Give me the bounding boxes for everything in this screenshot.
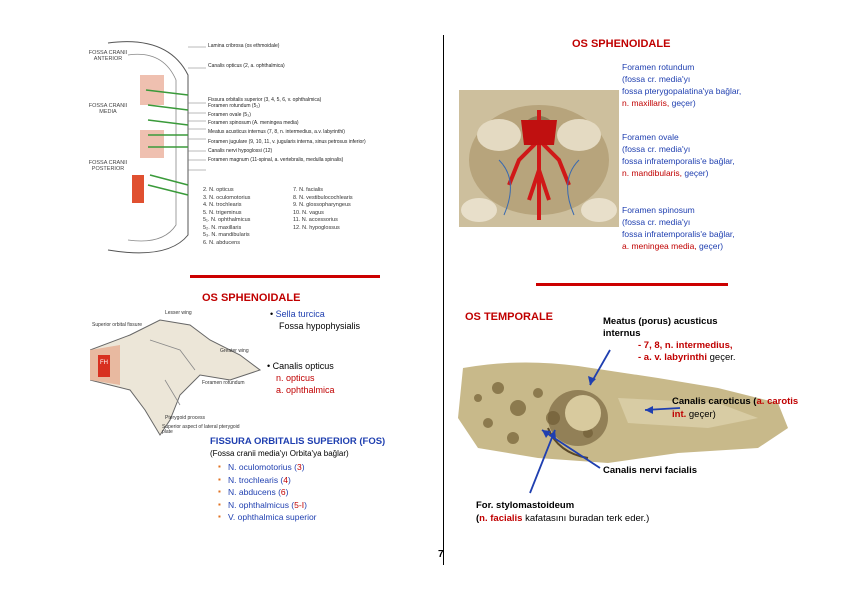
skull-base-photo bbox=[459, 90, 619, 227]
diagram-label: Superior orbital fissure bbox=[92, 322, 143, 328]
stylomastoideum-title: For. stylomastoideum bbox=[476, 500, 575, 511]
canalis-opticus-label: Canalis opticus bbox=[272, 361, 334, 371]
stylo-open: ( bbox=[476, 513, 480, 524]
stylo-accent: n. facialis bbox=[479, 513, 523, 524]
fos-item-end: ) bbox=[288, 474, 291, 485]
stylomastoideum-content bbox=[476, 512, 776, 525]
nerve-item: 4. N. trochlearis bbox=[203, 202, 242, 208]
fos-item bbox=[218, 474, 440, 487]
fos-item bbox=[218, 511, 440, 524]
foramen-ovale-accent: n. mandibularis, bbox=[622, 168, 683, 178]
fos-title: FISSURA ORBITALIS SUPERIOR (FOS) bbox=[210, 436, 386, 447]
page-number: 7 bbox=[438, 549, 444, 560]
skull-base-diagram bbox=[88, 35, 433, 265]
nerve-item: 11. N. accessorius bbox=[293, 217, 338, 223]
foramen-ovale-title: Foramen ovale bbox=[622, 132, 679, 142]
fos-item-text: N. trochlearis ( bbox=[228, 474, 284, 485]
foramina-list bbox=[208, 43, 428, 163]
fos-block bbox=[210, 436, 440, 524]
meatus-item2 bbox=[603, 352, 803, 364]
skull-base-photo-image bbox=[459, 90, 619, 227]
fh-label: FH bbox=[100, 360, 108, 366]
foramen-spinosum-line1: (fossa cr. media'yı bbox=[622, 217, 691, 227]
sella-turcica-block bbox=[270, 308, 360, 332]
red-separator-right bbox=[536, 283, 728, 286]
nerve-item: 10. N. vagus bbox=[293, 209, 324, 216]
foramen-label: Canalis nervi hypoglossi (12) bbox=[208, 148, 273, 154]
fossa-hypophysialis-label: Fossa hypophysialis bbox=[279, 321, 361, 331]
sphenoidale-title-left: OS SPHENOIDALE bbox=[202, 292, 301, 304]
fos-item-end: ) bbox=[301, 462, 305, 472]
fos-item-num: 4 bbox=[283, 474, 288, 485]
diagram-label: Lesser wing bbox=[165, 310, 192, 316]
region-label-media: FOSSA CRANII MEDIA bbox=[88, 103, 128, 115]
meatus-item2-accent: - a. v. labyrinthi bbox=[638, 352, 707, 363]
meatus-title-line1: Meatus (porus) acusticus bbox=[603, 316, 718, 327]
fos-list bbox=[218, 461, 440, 524]
fos-item-num: 6 bbox=[280, 487, 286, 497]
caroticus-tail: geçer) bbox=[686, 409, 716, 420]
foramen-rotundum-line1: (fossa cr. media'yı bbox=[622, 74, 691, 84]
foramen-label: Foramen ovale (5₃) bbox=[208, 112, 251, 118]
fos-item-end: ) bbox=[304, 499, 307, 510]
diagram-label: Foramen rotundum bbox=[202, 380, 245, 386]
foramen-rotundum-title: Foramen rotundum bbox=[622, 62, 695, 72]
foramen-ovale-line2: fossa infratemporalis'e bağlar, bbox=[622, 156, 735, 166]
nerve-item: 2. N. opticus bbox=[203, 187, 234, 193]
foramen-spinosum-tail: geçer) bbox=[696, 241, 724, 251]
foramen-label: Foramen magnum (11-spinal, a. vertebralis, medulla spinalis) bbox=[208, 157, 344, 163]
foramen-ovale-content bbox=[622, 167, 822, 179]
fos-item-num: 3 bbox=[296, 462, 302, 472]
nerve-item: 8. N. vestibulocochlearis bbox=[293, 194, 353, 201]
fos-item bbox=[218, 499, 440, 512]
fos-item bbox=[218, 486, 440, 499]
foramen-ovale-tail: geçer) bbox=[682, 168, 709, 178]
fos-item-end: ) bbox=[285, 487, 289, 497]
canalis-opticus-block bbox=[267, 360, 335, 396]
nerve-item: 5₃. N. mandibularis bbox=[203, 232, 250, 238]
foramen-label: Foramen spinosum (A. meningea media) bbox=[208, 120, 299, 126]
foramen-label: Canalis opticus (2, a. ophthalmica) bbox=[208, 63, 285, 69]
fos-item-text: N. abducens ( bbox=[228, 487, 281, 497]
bullet-icon: • bbox=[267, 361, 271, 371]
fos-item-text: N. oculomotorius ( bbox=[228, 462, 297, 472]
foramen-spinosum-line2: fossa infratemporalis'e bağlar, bbox=[622, 229, 735, 239]
bullet-icon: • bbox=[270, 309, 274, 319]
fos-item bbox=[218, 461, 440, 474]
foramen-label: Foramen rotundum (5₂) bbox=[208, 103, 260, 109]
canalis-facialis-label: Canalis nervi facialis bbox=[603, 465, 697, 476]
sphenoidale-title-top: OS SPHENOIDALE bbox=[572, 38, 671, 50]
foramen-rotundum-tail: geçer) bbox=[669, 98, 696, 108]
foramen-rotundum-block bbox=[622, 61, 822, 109]
nerve-list-left bbox=[203, 187, 293, 247]
diagram-label: Pterygoid process bbox=[165, 415, 206, 421]
fos-item-text: N. ophthalmicus ( bbox=[228, 499, 295, 510]
nerve-item: 5. N. trigeminus bbox=[203, 209, 242, 216]
foramen-label: Lamina cribrosa (os ethmoidale) bbox=[208, 43, 280, 49]
nerve-item: 5₁. N. ophthalmicus bbox=[203, 217, 251, 223]
canalis-opticus-content: a. ophthalmica bbox=[276, 385, 335, 395]
foramen-spinosum-block bbox=[622, 204, 822, 252]
meatus-block bbox=[603, 316, 803, 364]
fos-item-text: V. ophthalmica superior bbox=[228, 512, 317, 522]
nerve-item: 12. N. hypoglossus bbox=[293, 224, 340, 231]
caroticus-accent-a: a. bbox=[756, 396, 765, 407]
nerve-item: 3. N. oculomotorius bbox=[203, 194, 251, 201]
foramen-rotundum-accent: n. maxillaris, bbox=[622, 98, 670, 108]
foramen-label: Fissura orbitalis superior (3, 4, 5, 6, v. ophthalmica) bbox=[208, 97, 322, 103]
foramen-rotundum-line2: fossa pterygopalatina'ya bağlar, bbox=[622, 86, 742, 96]
meatus-title-line2: internus bbox=[603, 328, 641, 339]
nerve-item: 6. N. abducens bbox=[203, 239, 240, 246]
diagram-label: Greater wing bbox=[220, 348, 249, 354]
foramen-ovale-line1: (fossa cr. media'yı bbox=[622, 144, 691, 154]
stylo-tail: kafatasını buradan terk eder.) bbox=[522, 513, 650, 524]
nerve-list-right bbox=[293, 187, 403, 232]
nerve-item: 7. N. facialis bbox=[293, 187, 323, 193]
region-label-anterior: FOSSA CRANII ANTERIOR bbox=[88, 50, 128, 62]
caroticus-label: Canalis caroticus ( bbox=[672, 396, 757, 407]
diagram-label: Superior aspect of lateral pterygoid plate bbox=[162, 424, 240, 435]
sphenoid-diagram bbox=[90, 310, 270, 440]
temporale-title: OS TEMPORALE bbox=[465, 311, 554, 323]
foramen-spinosum-title: Foramen spinosum bbox=[622, 205, 695, 215]
stylomastoideum-block bbox=[476, 499, 776, 525]
foramen-ovale-block bbox=[622, 131, 822, 179]
fos-item-num: 5-I bbox=[294, 499, 305, 510]
canalis-opticus-content: n. opticus bbox=[276, 373, 315, 383]
nerve-item: 5₂. N. maxillaris bbox=[203, 224, 242, 231]
meatus-item2-tail: geçer. bbox=[706, 352, 736, 363]
foramen-spinosum-content bbox=[622, 240, 822, 252]
foramen-spinosum-accent: a. meningea media, bbox=[622, 241, 697, 251]
canalis-opticus-item bbox=[267, 360, 335, 372]
region-label-posterior: FOSSA CRANII POSTERIOR bbox=[88, 160, 128, 172]
red-separator-left bbox=[190, 275, 380, 278]
foramen-label: Meatus acusticus internus (7, 8, n. intermedius, a.v. labyrinthi) bbox=[208, 129, 345, 135]
foramen-rotundum-content bbox=[622, 97, 822, 109]
arrow-stylomastoideum bbox=[530, 430, 555, 493]
caroticus-accent-b: carotis int. bbox=[672, 396, 799, 420]
sella-turcica-label: Sella turcica bbox=[275, 309, 325, 319]
meatus-item1: - 7, 8, n. intermedius, bbox=[638, 340, 733, 351]
sella-turcica-item bbox=[270, 308, 360, 320]
nerve-item: 9. N. glossopharyngeus bbox=[293, 202, 351, 208]
foramen-label: Foramen jugulare (9, 10, 11, v. jugularis interna, sinus petrosus inferior) bbox=[208, 139, 366, 145]
caroticus-block bbox=[672, 395, 802, 421]
arrowhead-caroticus bbox=[645, 406, 653, 414]
fos-subtitle: (Fossa cranii media'yı Orbita'ya bağlar) bbox=[210, 449, 349, 458]
